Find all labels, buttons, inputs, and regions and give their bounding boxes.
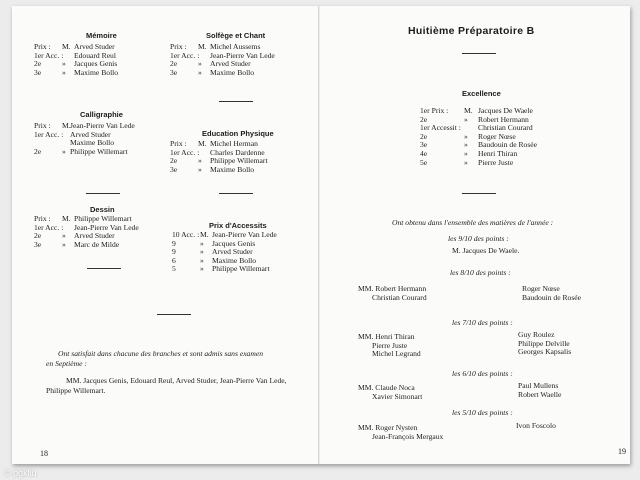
- award-prefix: »: [62, 59, 66, 69]
- memoire-list: [34, 43, 164, 77]
- award-name: Jacques Genis: [212, 238, 256, 248]
- award-row: [170, 69, 318, 78]
- award-prefix: M.: [200, 230, 209, 239]
- award-rank: 3e: [170, 67, 178, 77]
- award-name: Arved Studer: [212, 247, 253, 257]
- grade-5-left: [358, 424, 443, 441]
- page-number-right: 19: [618, 447, 626, 456]
- award-name: Jean-Pierre Van Lede: [70, 121, 135, 130]
- award-rank: 5: [172, 264, 176, 274]
- award-rank: 2e: [34, 59, 42, 69]
- award-rank: 5e: [420, 157, 428, 167]
- award-prefix: »: [464, 131, 468, 141]
- dessin-list: [34, 215, 174, 249]
- award-name: Christian Courard: [478, 123, 533, 133]
- award-rank: Prix :: [34, 42, 51, 51]
- grade-5-right: [516, 422, 556, 431]
- award-rank: 4e: [420, 148, 428, 158]
- award-prefix: »: [464, 140, 468, 150]
- grade-6-label: les 6/10 des points :: [452, 369, 513, 378]
- award-prefix: »: [464, 114, 468, 124]
- calligraphie-list: [34, 122, 174, 156]
- award-prefix: M.: [62, 121, 71, 130]
- solfege-list: [170, 43, 318, 77]
- award-name: Maxime Bollo: [74, 67, 119, 77]
- award-prefix: »: [198, 67, 202, 77]
- award-prefix: »: [200, 255, 204, 265]
- education-heading: Education Physique: [202, 129, 274, 138]
- student-name: Roger Nœse: [522, 284, 560, 293]
- award-name: Arved Studer: [74, 42, 115, 51]
- accessits-heading: Prix d'Accessits: [209, 221, 267, 230]
- right-page: [320, 6, 630, 464]
- award-prefix: »: [62, 67, 66, 77]
- award-rank: 3e: [34, 67, 42, 77]
- award-name: Arved Studer: [210, 59, 251, 69]
- divider: [219, 193, 253, 194]
- award-prefix: »: [62, 146, 66, 156]
- award-name: Michel Aussems: [210, 42, 261, 51]
- award-rank: 1er Prix :: [420, 106, 449, 115]
- award-prefix: »: [200, 264, 204, 274]
- award-name: Jean-Pierre Van Lede: [74, 222, 139, 232]
- award-prefix: M.: [198, 139, 207, 148]
- award-name: Maxime Bollo: [210, 67, 255, 77]
- award-prefix: M.: [62, 42, 71, 51]
- student-name: Jean-François Mergaux: [372, 431, 444, 441]
- dessin-heading: Dessin: [90, 205, 115, 214]
- student-name: Robert Waelle: [518, 389, 562, 399]
- divider: [462, 53, 496, 54]
- grade-7-left: [358, 333, 421, 359]
- grade-8-right: [522, 285, 581, 302]
- student-name: Pierre Juste: [372, 340, 408, 350]
- award-name: Philippe Willemart: [70, 146, 128, 156]
- award-name: Philippe Willemart: [210, 156, 268, 166]
- award-name: Arved Studer: [70, 129, 111, 139]
- page-number-left: 18: [40, 449, 48, 458]
- student-name: MM. Henri Thiran: [358, 332, 415, 341]
- award-prefix: »: [62, 239, 66, 249]
- accessits-list: [172, 231, 318, 274]
- award-prefix: M.: [198, 42, 207, 51]
- award-name: Michel Herman: [210, 139, 258, 148]
- overall-intro: Ont obtenu dans l'ensemble des matières de l'année :: [392, 218, 554, 227]
- award-name: Philippe Willemart: [74, 214, 132, 223]
- left-page: [12, 6, 318, 464]
- grade-7-label: les 7/10 des points :: [452, 318, 513, 327]
- student-name: Georges Kapsalis: [518, 347, 572, 357]
- award-rank: Prix :: [34, 121, 51, 130]
- award-rank: 1er Accessit :: [420, 123, 461, 133]
- award-name: Jean-Pierre Van Lede: [210, 50, 275, 60]
- award-rank: 10 Acc. :: [172, 230, 200, 239]
- admitted-names-1: MM. Jacques Genis, Edouard Reul, Arved Studer, Jean-Pierre Van Lede,: [66, 376, 287, 385]
- grade-8-label: les 8/10 des points :: [450, 268, 511, 277]
- award-name: Pierre Juste: [478, 157, 514, 167]
- award-name: Baudouin de Rosée: [478, 140, 538, 150]
- award-rank: Prix :: [34, 214, 51, 223]
- note-line-1: Ont satisfait dans chacune des branches et sont admis sans examen: [58, 349, 264, 358]
- grade-5-label: les 5/10 des points :: [452, 408, 513, 417]
- note-line-2: en Septième :: [46, 359, 87, 368]
- award-rank: 2e: [34, 231, 42, 241]
- award-prefix: »: [200, 247, 204, 257]
- award-rank: 3e: [420, 140, 428, 150]
- grade-9-name: M. Jacques De Waele.: [452, 246, 520, 255]
- award-name: Jean-Pierre Van Lede: [212, 230, 277, 239]
- grade-6-right: [518, 382, 561, 399]
- award-row: [34, 238, 176, 250]
- award-name: Roger Nœse: [478, 131, 516, 141]
- divider: [86, 193, 120, 194]
- student-name: MM. Claude Noca: [358, 383, 415, 392]
- award-prefix: »: [200, 238, 204, 248]
- award-prefix: »: [198, 164, 202, 174]
- award-rank: 1er Acc. :: [34, 50, 64, 60]
- award-name: Philippe Willemart: [212, 264, 270, 274]
- award-name: Charles Dardenne: [210, 147, 265, 157]
- calligraphie-heading: Calligraphie: [80, 110, 123, 119]
- student-name: MM. Roger Nysten: [358, 423, 418, 432]
- award-name: Jacques De Waele: [478, 106, 533, 115]
- grade-7-right: [518, 331, 571, 357]
- award-prefix: »: [464, 157, 468, 167]
- divider: [219, 101, 253, 102]
- divider: [87, 268, 121, 269]
- award-name: Marc de Milde: [74, 239, 120, 249]
- award-rank: 1er Acc. :: [170, 147, 200, 157]
- student-name: Paul Mullens: [518, 381, 559, 390]
- award-name: Robert Hermann: [478, 114, 529, 124]
- award-row: [170, 166, 318, 175]
- class-title: Huitième Préparatoire B: [408, 25, 535, 37]
- student-name: MM. Robert Hermann: [358, 284, 427, 293]
- student-name: Christian Courard: [372, 292, 427, 302]
- grade-9-label: les 9/10 des points :: [448, 234, 509, 243]
- award-rank: 2e: [34, 146, 42, 156]
- award-rank: 6: [172, 255, 176, 265]
- award-row: [172, 265, 318, 274]
- award-prefix: »: [464, 148, 468, 158]
- grade-8-left: [358, 285, 427, 302]
- award-row: [420, 159, 600, 168]
- award-row: [34, 148, 174, 157]
- award-row: [34, 69, 164, 78]
- award-prefix: »: [62, 231, 66, 241]
- excellence-heading: Excellence: [462, 89, 501, 98]
- award-rank: 2e: [420, 114, 428, 124]
- award-name: Maxime Bollo: [70, 138, 115, 148]
- education-list: [170, 140, 318, 174]
- award-rank: 9: [172, 238, 176, 248]
- award-prefix: M.: [62, 214, 71, 223]
- student-name: Guy Roulez: [518, 330, 555, 339]
- award-name: Edouard Reul: [74, 50, 116, 60]
- student-name: Michel Legrand: [372, 349, 421, 359]
- student-name: Xavier Simonart: [372, 391, 423, 401]
- award-rank: 3e: [34, 239, 42, 249]
- student-name: Ivon Foscolo: [516, 421, 556, 430]
- award-rank: Prix :: [170, 42, 187, 51]
- award-name: Maxime Bollo: [210, 164, 255, 174]
- open-booklet: [12, 6, 630, 464]
- award-name: Arved Studer: [74, 231, 115, 241]
- award-name: Jacques Genis: [74, 59, 118, 69]
- award-rank: Prix :: [170, 139, 187, 148]
- award-prefix: »: [198, 156, 202, 166]
- award-rank: 2e: [170, 59, 178, 69]
- award-rank: 1er Acc. :: [170, 50, 200, 60]
- solfege-heading: Solfège et Chant: [206, 31, 266, 40]
- watermark: © pgkliu: [4, 468, 37, 478]
- award-rank: 2e: [170, 156, 178, 166]
- grade-6-left: [358, 384, 422, 401]
- excellence-list: [420, 107, 600, 167]
- award-rank: 1er Acc. :: [34, 222, 64, 232]
- student-name: Baudouin de Rosée: [522, 292, 582, 302]
- award-rank: 3e: [170, 164, 178, 174]
- memoire-heading: Mémoire: [86, 31, 117, 40]
- award-prefix: »: [198, 59, 202, 69]
- award-prefix: M.: [464, 106, 473, 115]
- award-rank: 2e: [420, 131, 428, 141]
- award-rank: 1er Acc. :: [34, 129, 64, 139]
- award-name: Maxime Bollo: [212, 255, 257, 265]
- admitted-names-2: Philippe Willemart.: [46, 386, 106, 395]
- divider: [462, 193, 496, 194]
- award-rank: 9: [172, 247, 176, 257]
- student-name: Philippe Delville: [518, 338, 570, 348]
- divider: [157, 314, 191, 315]
- award-name: Henri Thiran: [478, 148, 518, 158]
